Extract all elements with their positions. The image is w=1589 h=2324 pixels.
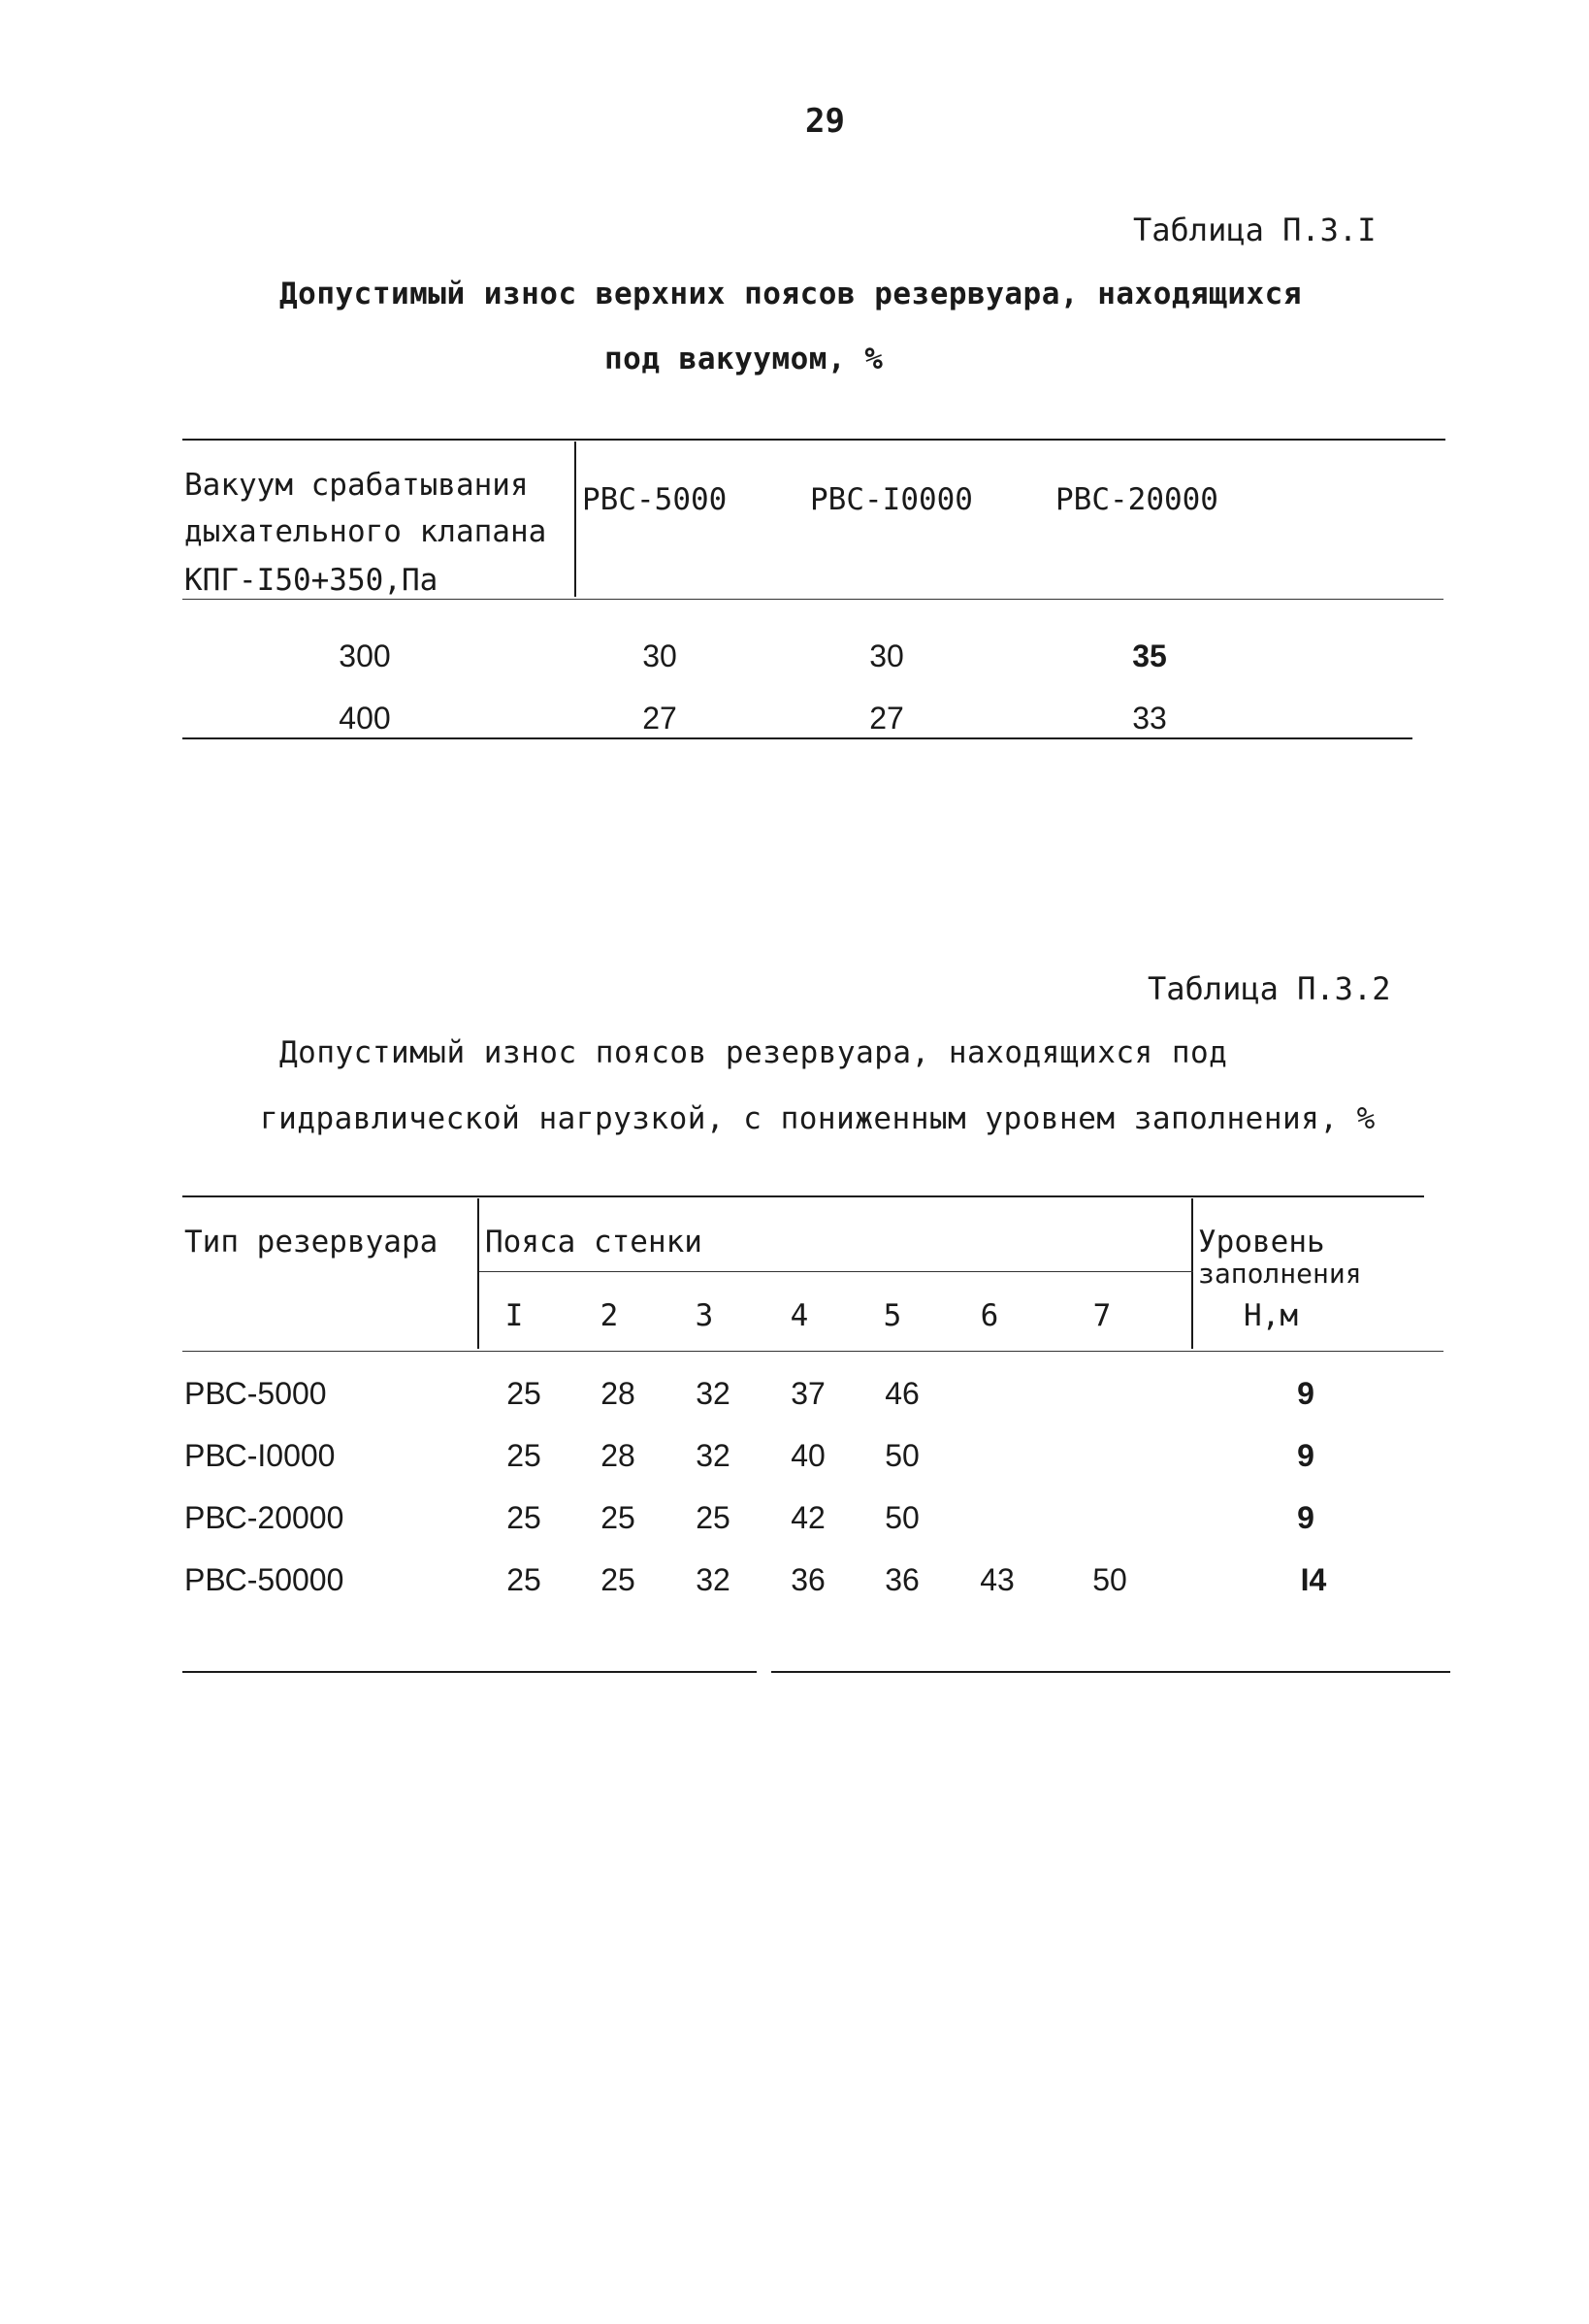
table2-header-level-line1: Уровень: [1198, 1225, 1325, 1260]
table2-belt-3: 3: [695, 1298, 714, 1333]
table2-header-type: Тип резервуара: [184, 1225, 438, 1260]
table2-row3-belt4: 42: [791, 1500, 826, 1535]
table2-row2-belt2: 28: [600, 1438, 635, 1473]
table2-title-line2: гидравлической нагрузкой, с пониженным уровнем заполнения, %: [260, 1101, 1376, 1136]
table2-belt-5: 5: [883, 1298, 902, 1333]
table2-header-rule: [182, 1351, 1443, 1352]
table1-header-rule: [182, 599, 1443, 600]
table2-row3-belt5: 50: [885, 1500, 920, 1535]
table2-row2-belt4: 40: [791, 1438, 826, 1473]
table2-row1-type: РВС-5000: [184, 1376, 327, 1411]
table1-row1-rvs20000: 35: [1132, 638, 1167, 673]
table1-row1-vacuum: 300: [339, 638, 391, 673]
table1-top-rule: [182, 439, 1445, 441]
table1-header-col1-line2: дыхательного клапана: [184, 514, 547, 549]
table2-row1-belt4: 37: [791, 1376, 826, 1411]
table2-row1-belt1: 25: [506, 1376, 541, 1411]
table1-row2-rvs10000: 27: [869, 701, 904, 736]
table2-header-belts: Пояса стенки: [485, 1225, 702, 1260]
table2-row3-belt2: 25: [600, 1500, 635, 1535]
table2-belt-1: I: [504, 1298, 524, 1333]
table2-top-rule: [182, 1195, 1424, 1197]
table1-header-rvs10000: РВС-I0000: [810, 482, 973, 517]
table2-row4-level: I4: [1300, 1562, 1327, 1597]
table2-row2-type: РВС-I0000: [184, 1438, 336, 1473]
table2-belt-7: 7: [1092, 1298, 1112, 1333]
table2-row4-belt2: 25: [600, 1562, 635, 1597]
table2-belt-2: 2: [600, 1298, 619, 1333]
table1-caption: Таблица П.3.I: [1133, 212, 1377, 248]
table2-bottom-rule-left: [182, 1671, 757, 1673]
table2-row4-belt7: 50: [1092, 1562, 1127, 1597]
table2-belt-4: 4: [790, 1298, 809, 1333]
table2-belt-6: 6: [980, 1298, 999, 1333]
table2-header-level-line2: заполнения: [1198, 1258, 1362, 1290]
table2-belts-subrule: [479, 1271, 1193, 1272]
table2-title-line1: Допустимый износ поясов резервуара, находящихся под: [279, 1035, 1228, 1070]
table1-header-col1-line3: КПГ-I50+350,Па: [184, 563, 438, 598]
table2-row1-belt2: 28: [600, 1376, 635, 1411]
table2-row2-level: 9: [1297, 1438, 1314, 1473]
table1-row2-rvs5000: 27: [642, 701, 677, 736]
table1-header-rvs5000: РВС-5000: [582, 482, 728, 517]
table1-row1-rvs10000: 30: [869, 638, 904, 673]
table2-row4-belt6: 43: [980, 1562, 1015, 1597]
table2-divider-right: [1191, 1198, 1193, 1349]
table2-row1-level: 9: [1297, 1376, 1314, 1411]
table2-row1-belt5: 46: [885, 1376, 920, 1411]
table1-title-line1: Допустимый износ верхних поясов резервуара, находящихся: [279, 277, 1302, 311]
table2-divider-left: [477, 1198, 479, 1349]
table2-header-level-unit: Н,м: [1244, 1298, 1298, 1333]
table2-row3-level: 9: [1297, 1500, 1314, 1535]
table1-row2-rvs20000: 33: [1132, 701, 1167, 736]
table1-row2-vacuum: 400: [339, 701, 391, 736]
table1-header-col1-line1: Вакуум срабатывания: [184, 468, 529, 503]
table2-row4-type: РВС-50000: [184, 1562, 344, 1597]
table2-row4-belt4: 36: [791, 1562, 826, 1597]
table1-header-divider: [574, 442, 576, 597]
table2-row3-belt3: 25: [696, 1500, 730, 1535]
table1-bottom-rule: [182, 737, 1412, 739]
table2-caption: Таблица П.3.2: [1148, 970, 1391, 1007]
table2-row1-belt3: 32: [696, 1376, 730, 1411]
table2-row2-belt3: 32: [696, 1438, 730, 1473]
table2-row4-belt1: 25: [506, 1562, 541, 1597]
table2-row4-belt3: 32: [696, 1562, 730, 1597]
table2-row2-belt1: 25: [506, 1438, 541, 1473]
table1-row1-rvs5000: 30: [642, 638, 677, 673]
table2-bottom-rule-right: [771, 1671, 1450, 1673]
table1-header-rvs20000: РВС-20000: [1055, 482, 1218, 517]
table2-row4-belt5: 36: [885, 1562, 920, 1597]
table1-title-line2: под вакуумом, %: [604, 342, 884, 376]
page-number: 29: [805, 102, 845, 141]
table2-row3-belt1: 25: [506, 1500, 541, 1535]
table2-row3-type: РВС-20000: [184, 1500, 344, 1535]
table2-row2-belt5: 50: [885, 1438, 920, 1473]
